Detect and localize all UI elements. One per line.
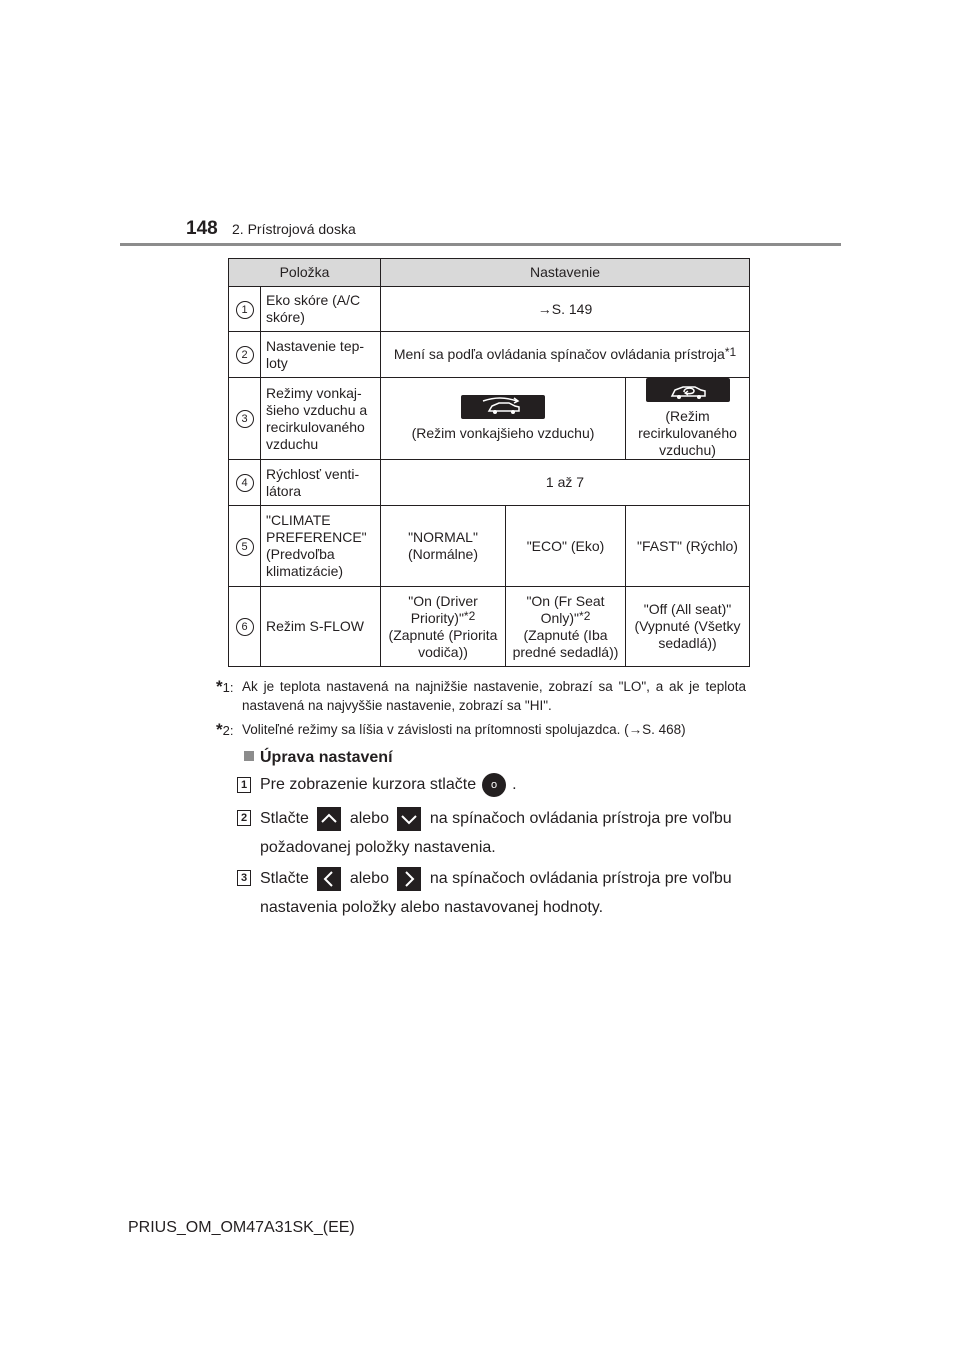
footnote-text: Ak je teplota nastavená na najnižšie nastavenie, zobrazí sa "LO", a ak je teplota nastavená na najvyššie nastavenie, zobrazí sa "HI".: [242, 679, 746, 713]
option-outside-air: [381, 378, 626, 460]
table-header-row: [229, 259, 750, 287]
table-row: [229, 587, 750, 667]
option-label-sk: (Zapnuté (Iba predné sedadlá)): [512, 626, 619, 660]
row-item: Nastavenie teploty: [261, 332, 381, 378]
row-item: Rýchlosť ventilátora: [261, 460, 381, 506]
row-value: →S. 149: [381, 287, 750, 332]
option-label-sk: (Zapnuté (Priorita vodiča)): [388, 626, 498, 660]
settings-table: [228, 258, 750, 667]
row-value: [381, 332, 750, 378]
option-eco: "ECO" (Eko): [506, 506, 626, 587]
row-number: 1: [236, 301, 254, 319]
step-number: 3: [237, 870, 251, 886]
footer-code: PRIUS_OM_OM47A31SK_(EE): [128, 1219, 355, 1236]
footnote-1: [216, 677, 746, 715]
page-number: 148: [186, 218, 218, 239]
header-item: Položka: [229, 259, 381, 287]
option-label: (Režim recirkulovaného vzduchu): [638, 408, 737, 458]
option-label: (Režim vonkajšieho vzduchu): [411, 425, 595, 441]
left-arrow-icon: [317, 867, 341, 891]
option-normal: "NORMAL" (Normálne): [381, 506, 506, 587]
header-setting: Nastavenie: [381, 259, 750, 287]
option-label-en: "On (Driver Priority)": [408, 592, 478, 626]
footnote-ref: *2: [579, 608, 591, 623]
row-item-en: "CLIMATE PREFERENCE": [266, 512, 367, 545]
footnote-mark: *1:: [216, 677, 234, 696]
header-rule: [120, 243, 841, 246]
recirculation-icon: [646, 378, 730, 402]
row-value-text: Mení sa podľa ovládania spínačov ovládania prístroja: [393, 346, 725, 362]
row-number: 4: [236, 474, 254, 492]
row-number: 3: [236, 410, 254, 428]
step-2: Stlačte alebo na spínačoch ovládania prístroja pre voľbu požadovanej položky nastavenia.: [260, 804, 750, 862]
outside-air-icon: [461, 395, 545, 419]
step-number: 1: [237, 777, 251, 793]
footnote-ref: *2: [463, 608, 476, 623]
option-label-en: "On (Fr Seat Only)": [526, 592, 605, 626]
table-row: [229, 287, 750, 332]
section-title: 2. Prístrojová doska: [232, 221, 356, 237]
subheading: Úprava nastavení: [244, 749, 393, 767]
option-fr-seat-only: [506, 587, 626, 667]
square-bullet-icon: [244, 751, 254, 761]
footnote-mark: *2:: [216, 720, 234, 739]
row-item: Režim S-FLOW: [261, 587, 381, 667]
footnote-2: [216, 720, 746, 739]
row-item: Režimy vonkajšieho vzduchu a recirkulovaného vzduchu: [261, 378, 381, 460]
step-3: Stlačte alebo na spínačoch ovládania prístroja pre voľbu nastavenia položky alebo nastavovanej hodnoty.: [260, 864, 750, 922]
step-1: Pre zobrazenie kurzora stlačte o .: [260, 770, 750, 799]
table-row: [229, 460, 750, 506]
option-recirculation: [626, 378, 750, 460]
row-number: 2: [236, 346, 254, 364]
option-off-all-seat: "Off (All seat)" (Vypnuté (Všetky sedadlá)): [626, 587, 750, 667]
up-arrow-icon: [317, 807, 341, 831]
table-row: [229, 332, 750, 378]
step-number: 2: [237, 810, 251, 826]
option-fast: "FAST" (Rýchlo): [626, 506, 750, 587]
row-number: 6: [236, 618, 254, 636]
down-arrow-icon: [397, 807, 421, 831]
footnote-ref: *1: [724, 345, 737, 359]
row-item: [261, 506, 381, 587]
table-row: [229, 378, 750, 460]
option-driver-priority: [381, 587, 506, 667]
right-arrow-icon: [397, 867, 421, 891]
table-row: [229, 506, 750, 587]
footnote-text: Voliteľné režimy sa líšia v závislosti na prítomnosti spolujazdca. (→S. 468): [242, 722, 686, 737]
row-item: Eko skóre (A/C skóre): [261, 287, 381, 332]
ok-button-icon: o: [482, 773, 506, 797]
row-number: 5: [236, 538, 254, 556]
row-item-sk: (Predvoľba klimatizácie): [266, 546, 344, 579]
row-value: 1 až 7: [381, 460, 750, 506]
